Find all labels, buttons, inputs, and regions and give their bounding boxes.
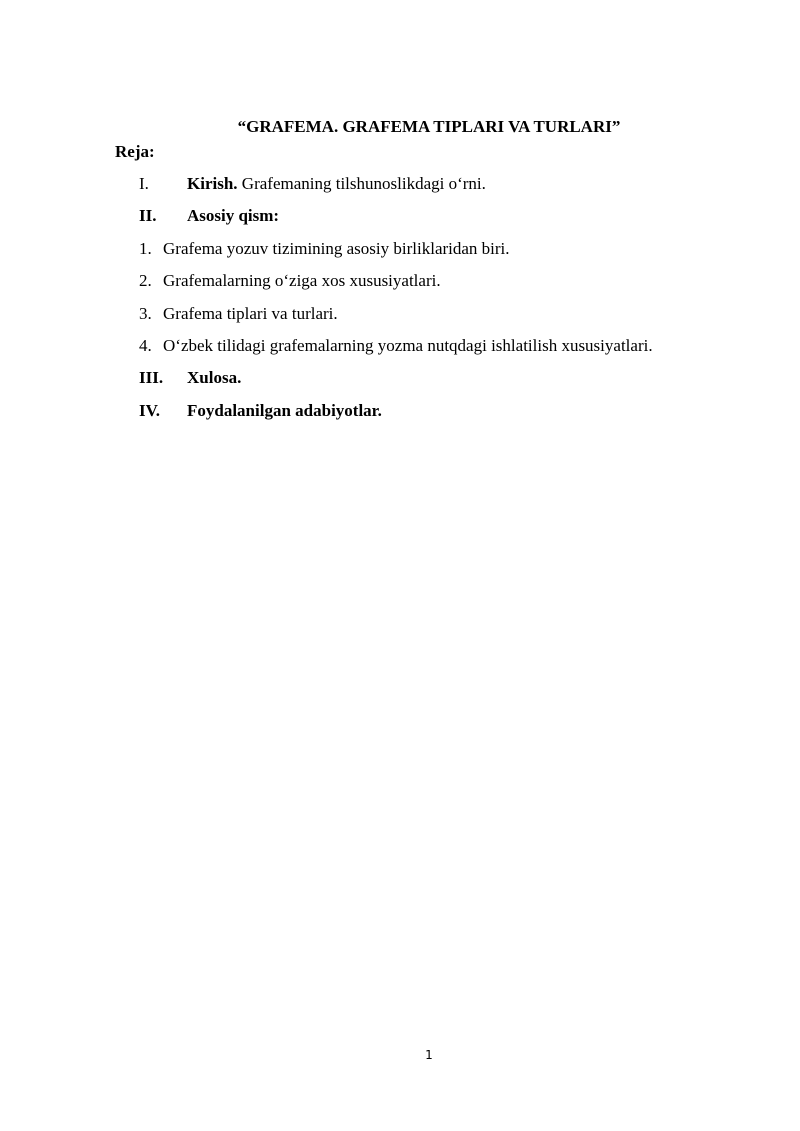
section-numeral: IV. xyxy=(139,401,160,420)
subsection-number: 3. xyxy=(139,304,152,323)
section-lead: Foydalanilgan adabiyotlar. xyxy=(187,401,382,420)
section-lead: Asosiy qism: xyxy=(187,206,280,225)
subsection-text: Grafemalarning o‘ziga xos xususiyatlari. xyxy=(163,271,441,290)
subsection-number: 4. xyxy=(139,336,152,355)
section-numeral: II. xyxy=(139,206,157,225)
plan-label: Reja: xyxy=(115,142,155,161)
subsection-text: Grafema yozuv tizimining asosiy birliklaridan biri. xyxy=(163,239,510,258)
subsection-number: 1. xyxy=(139,239,152,258)
subsection-number: 2. xyxy=(139,271,152,290)
subsection-text: Grafema tiplari va turlari. xyxy=(163,304,338,323)
section-body: Grafemaning tilshunoslikdagi o‘rni. xyxy=(237,174,486,193)
section-text xyxy=(187,173,486,195)
section-lead: Kirish. xyxy=(187,174,238,193)
section-numeral: I. xyxy=(139,174,149,193)
section-numeral: III. xyxy=(139,368,164,387)
page-number: 1 xyxy=(425,1048,433,1062)
subsection-text: O‘zbek tilidagi grafemalarning yozma nutqdagi ishlatilish xususiyatlari. xyxy=(163,336,653,355)
document-title: “GRAFEMA. GRAFEMA TIPLARI VA TURLARI” xyxy=(237,117,621,136)
section-lead: Xulosa. xyxy=(187,368,242,387)
